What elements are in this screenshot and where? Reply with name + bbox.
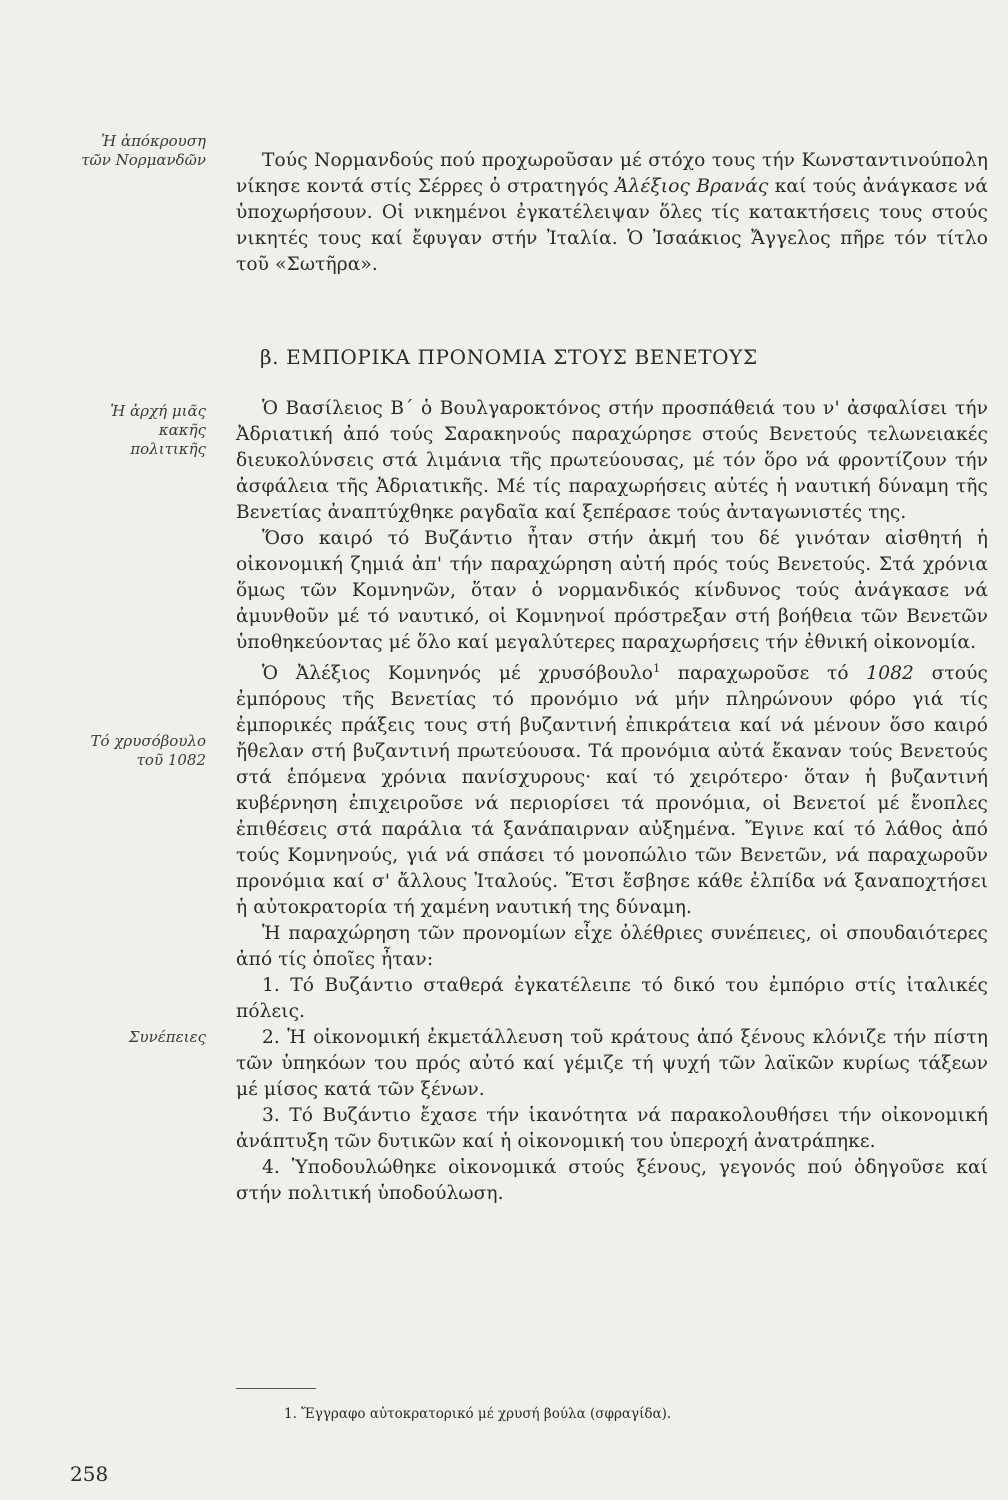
- footnote-ref: 1: [653, 662, 661, 675]
- margin-note-chrysobull: [40, 732, 206, 770]
- paragraph: Ἡ παραχώρηση τῶν προνομίων εἶχε ὀλέθριες συνέπειες, οἱ σπουδαιότερες ἀπό τίς ὁποῖες ἦταν:: [236, 923, 988, 971]
- intro-part: Τούς Νορμανδούς πού προχωροῦσαν μέ στόχο τους τήν Κωνσταντινούπολη νίκησε κοντά στίς Σέρρες ὁ στρατηγός: [236, 150, 988, 197]
- para-part: στούς ἐμπόρους τῆς Βενετίας τό προνόμιο νά μήν πληρώνουν φόρο γιά τίς ἐμπορικές πράξεις τους στή βυζαντινή ἐπικράτεια καί νά μένουν ὅσο καιρό ἤθελαν στή βυζαντινή πρωτεύουσα. Τά προνόμια αὐτά ἔκαναν τούς Βενετούς στά ἑπόμενα χρόνια πανίσχυρους· καί τό χειρότερο· ὅταν ἡ βυζαντινή κυβέρνηση ἐπιχειροῦσε νά περιορίσει τά προνόμια, οἱ Βενετοί μέ ἔνοπλες ἐπιθέσεις στά παράλια τά ξανάπαιρναν αὐξημένα. Ἔγινε καί τό λάθος ἀπό τούς Κομνηνούς, γιά νά σπάσει τό μονοπώλιο τῶν Βενετῶν, νά παραχωροῦν προνόμια καί σ' ἄλλους Ἰταλούς. Ἔτσι ἔσβησε κάθε ἐλπίδα νά ξαναποχτήσει ἡ αὐτοκρατορία τή χαμένη ναυτική της δύναμη.: [236, 663, 989, 919]
- margin-note-line: πολιτικῆς: [130, 440, 206, 458]
- para-part: παραχωροῦσε τό: [660, 663, 867, 685]
- margin-note-line: κακῆς: [158, 421, 206, 439]
- year: 1082: [866, 663, 914, 685]
- intro-part: καί τούς ἀνάγκασε νά ὑποχωρήσουν. Οἱ νικημένοι ἐγκατέλειψαν ὅλες τίς κατακτήσεις τους στούς νικητές τους καί ἔφυγαν στήν Ἰταλία. Ὁ Ἰσαάκιος Ἄγγελος πῆρε τόν τίτλο τοῦ «Σωτῆρα».: [236, 176, 988, 275]
- section-heading: β. ΕΜΠΟΡΙΚΑ ΠΡΟΝΟΜΙΑ ΣΤΟΥΣ ΒΕΝΕΤΟΥΣ: [260, 345, 758, 369]
- footnote-rule: [236, 1388, 316, 1389]
- margin-note-line: Συνέπειες: [128, 1028, 206, 1046]
- margin-note-line: Ἡ ἀπόκρουση: [101, 132, 206, 150]
- list-item: 3. Τό Βυζάντιο ἔχασε τήν ἱκανότητα νά παρακολουθήσει τήν οἰκονομική ἀνάπτυξη τῶν δυτικῶν καί ἡ οἰκονομική του ὑπεροχή ἀνατράπηκε.: [236, 1105, 988, 1153]
- section-body: [236, 396, 988, 1207]
- intro-paragraph: [236, 148, 988, 278]
- margin-note-line: Τό χρυσόβουλο: [90, 732, 206, 750]
- intro-text: [236, 148, 988, 278]
- list-item: 1. Τό Βυζάντιο σταθερά ἐγκατέλειπε τό δικό του ἐμπόριο στίς ἰταλικές πόλεις.: [236, 975, 988, 1023]
- footnote: 1. Ἔγγραφο αὐτοκρατορικό μέ χρυσή βούλα (σφραγίδα).: [284, 1406, 672, 1422]
- page-number: 258: [70, 1462, 109, 1486]
- para-part: Ὁ Ἀλέξιος Κομνηνός μέ χρυσόβουλο: [262, 663, 654, 685]
- margin-note-bad-policy: [40, 402, 206, 459]
- paragraph: [236, 656, 988, 921]
- margin-note-line: τῶν Νορμανδῶν: [81, 151, 206, 169]
- margin-note-normans: [40, 132, 206, 170]
- margin-note-line: τοῦ 1082: [136, 751, 206, 769]
- paragraph: Ὅσο καιρό τό Βυζάντιο ἦταν στήν ἀκμή του δέ γινόταν αἰσθητή ἡ οἰκονομική ζημιά ἀπ' τήν παραχώρηση αὐτή πρός τούς Βενετούς. Στά χρόνια ὅμως τῶν Κομνηνῶν, ὅταν ὁ νορμανδικός κίνδυνος τούς ἀνάγκασε νά ἀμυνθοῦν μέ τό ναυτικό, οἱ Κομνηνοί πρόστρεξαν στή βοήθεια τῶν Βενετῶν ὑποθηκεύοντας μέ ὅλο καί μεγαλύτερες παραχωρήσεις τήν ἐθνική οἰκονομία.: [236, 528, 988, 653]
- margin-note-line: Ἡ ἀρχή μιᾶς: [110, 402, 206, 420]
- list-item: 4. Ὑποδουλώθηκε οἰκονομικά στούς ξένους, γεγονός πού ὁδηγοῦσε καί στήν πολιτική ὑποδούλωση.: [236, 1157, 988, 1205]
- general-name: Ἀλέξιος Βρανάς: [614, 176, 769, 197]
- list-item: 2. Ἡ οἰκονομική ἐκμετάλλευση τοῦ κράτους ἀπό ξένους κλόνιζε τήν πίστη τῶν ὑπηκόων του πρός αὐτό καί γέμιζε τή ψυχή τῶν λαϊκῶν κυρίως τάξεων μέ μίσος κατά τῶν ξένων.: [236, 1027, 988, 1101]
- margin-note-consequences: [40, 1028, 206, 1047]
- paragraph: Ὁ Βασίλειος Β΄ ὁ Βουλγαροκτόνος στήν προσπάθειά του ν' ἀσφαλίσει τήν Ἀδριατική ἀπό τούς Σαρακηνούς παραχώρησε στούς Βενετούς τελωνειακές διευκολύνσεις στά λιμάνια τῆς πρωτεύουσας, μέ τόν ὅρο νά φροντίζουν τήν ἀσφάλεια τῆς Ἀδριατικῆς. Μέ τίς παραχωρήσεις αὐτές ἡ ναυτική δύναμη τῆς Βενετίας ἀναπτύχθηκε ραγδαῖα καί ξεπέρασε τούς ἀνταγωνιστές της.: [236, 398, 988, 523]
